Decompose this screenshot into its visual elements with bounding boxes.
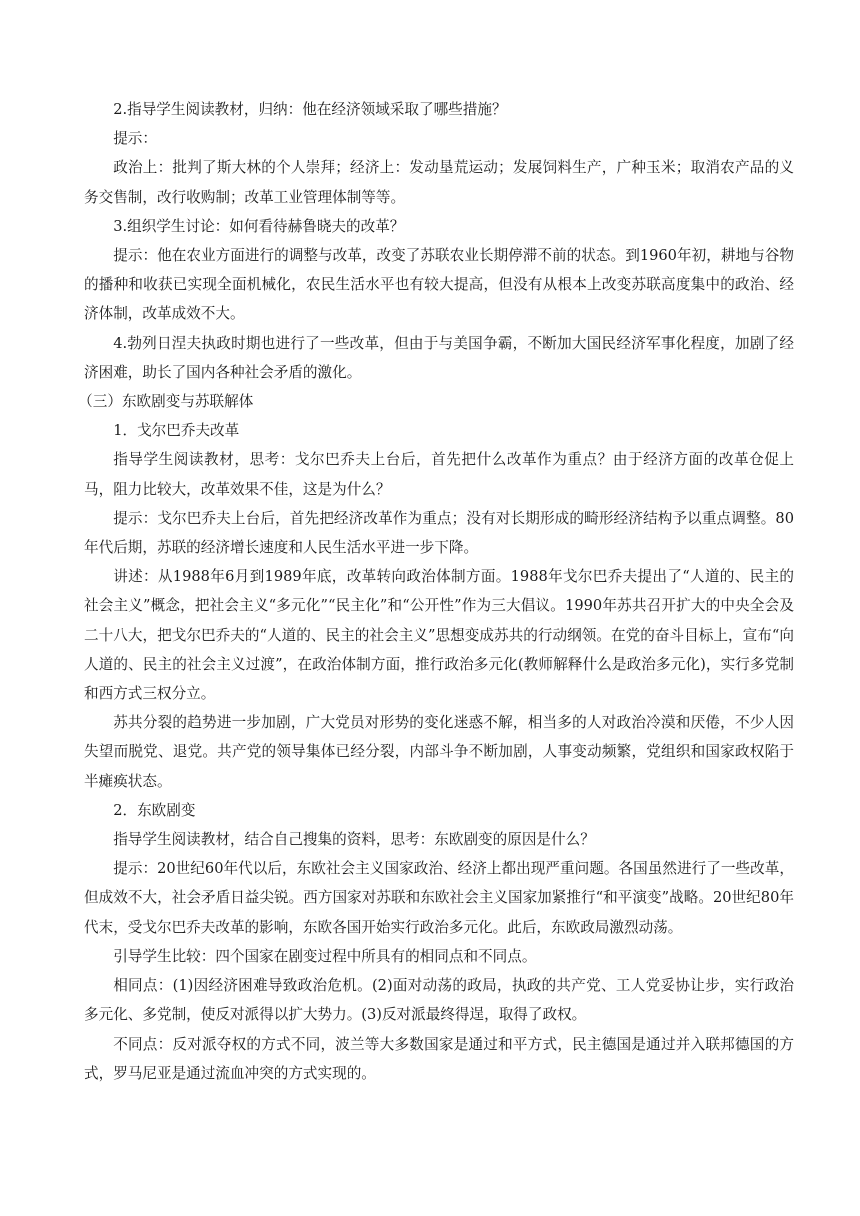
paragraph-eastern-europe-question: 指导学生阅读教材，结合自己搜集的资料，思考：东欧剧变的原因是什么？: [113, 831, 595, 849]
paragraph-comparison-prompt: 引导学生比较：四个国家在剧变过程中所具有的相同点和不同点。: [113, 947, 537, 965]
paragraph-brezhnev: 4.勃列日涅夫执政时期也进行了一些改革，但由于与美国争霸，不断加大国民经济军事化程度，加剧了经济困难，助长了国内各种社会矛盾的激化。: [84, 334, 794, 381]
paragraph-discussion-answer: 提示：他在农业方面进行的调整与改革，改变了苏联农业长期停滞不前的状态。到1960年初，耕地与谷物的播种和收获已实现全面机械化，农民生活水平也有较大提高，但没有从根本上改变苏联高度集中的政治、经济体制，改革成效不大。: [84, 247, 794, 323]
paragraph-measures-answer: 政治上：批判了斯大林的个人崇拜；经济上：发动垦荒运动；发展饲料生产，广种玉米；取消农产品的义务交售制，改行收购制；改革工业管理体制等等。: [84, 159, 794, 206]
paragraph-discussion-question: 3.组织学生讨论：如何看待赫鲁晓夫的改革？: [113, 217, 405, 235]
paragraph-measures-question: 2.指导学生阅读教材，归纳：他在经济领域采取了哪些措施？: [113, 101, 507, 118]
section-heading: （三）东欧剧变与苏联解体: [78, 393, 254, 411]
paragraph-similarities: 相同点：(1)因经济困难导致政治危机。(2)面对动荡的政局，执政的共产党、工人党妥协让步，实行政治多元化、多党制，使反对派得以扩大势力。(3)反对派最终得逞，取得了政权。: [84, 977, 794, 1024]
paragraph-party-split: 苏共分裂的趋势进一步加剧，广大党员对形势的变化迷惑不解，相当多的人对政治冷漠和厌倦，不少人因失望而脱党、退党。共产党的领导集体已经分裂，内部斗争不断加剧，人事变动频繁，党组织和国家政权陷于半瘫痪状态。: [84, 714, 794, 790]
subheading-gorbachev-reform: 1．戈尔巴乔夫改革: [113, 422, 240, 440]
paragraph-differences: 不同点：反对派夺权的方式不同，波兰等大多数国家是通过和平方式，民主德国是通过并入联邦德国的方式，罗马尼亚是通过流血冲突的方式实现的。: [84, 1035, 794, 1082]
subheading-eastern-europe: 2．东欧剧变: [113, 801, 196, 819]
paragraph-hint-label: 提示：: [113, 130, 157, 148]
paragraph-lecture: 讲述：从1988年6月到1989年底，改革转向政治体制方面。1988年戈尔巴乔夫提出了“人道的、民主的社会主义”概念，把社会主义“多元化”“民主化”和“公开性”作为三大倡议。1990年苏共召开扩大的中央全会及二十八大，把戈尔巴乔夫的“人道的、民主的社会主义”思想变成苏共的行动纲领。在党的奋斗目标上，宣布“向人道的、民主的社会主义过渡”，在政治体制方面，推行政治多元化(教师解释什么是政治多元化)，实行多党制和西方式三权分立。: [84, 568, 794, 703]
paragraph-gorbachev-question: 指导学生阅读教材，思考：戈尔巴乔夫上台后，首先把什么改革作为重点？由于经济方面的改革仓促上马，阻力比较大，改革效果不佳，这是为什么？: [84, 451, 794, 498]
paragraph-eastern-europe-answer: 提示：20世纪60年代以后，东欧社会主义国家政治、经济上都出现严重问题。各国虽然进行了一些改革，但成效不大，社会矛盾日益尖锐。西方国家对苏联和东欧社会主义国家加紧推行“和平演变”战略。20世纪80年代末，受戈尔巴乔夫改革的影响，东欧各国开始实行政治多元化。此后，东欧政局激烈动荡。: [84, 860, 794, 936]
paragraph-gorbachev-answer: 提示：戈尔巴乔夫上台后，首先把经济改革作为重点；没有对长期形成的畸形经济结构予以重点调整。80年代后期，苏联的经济增长速度和人民生活水平进一步下降。: [84, 509, 794, 557]
